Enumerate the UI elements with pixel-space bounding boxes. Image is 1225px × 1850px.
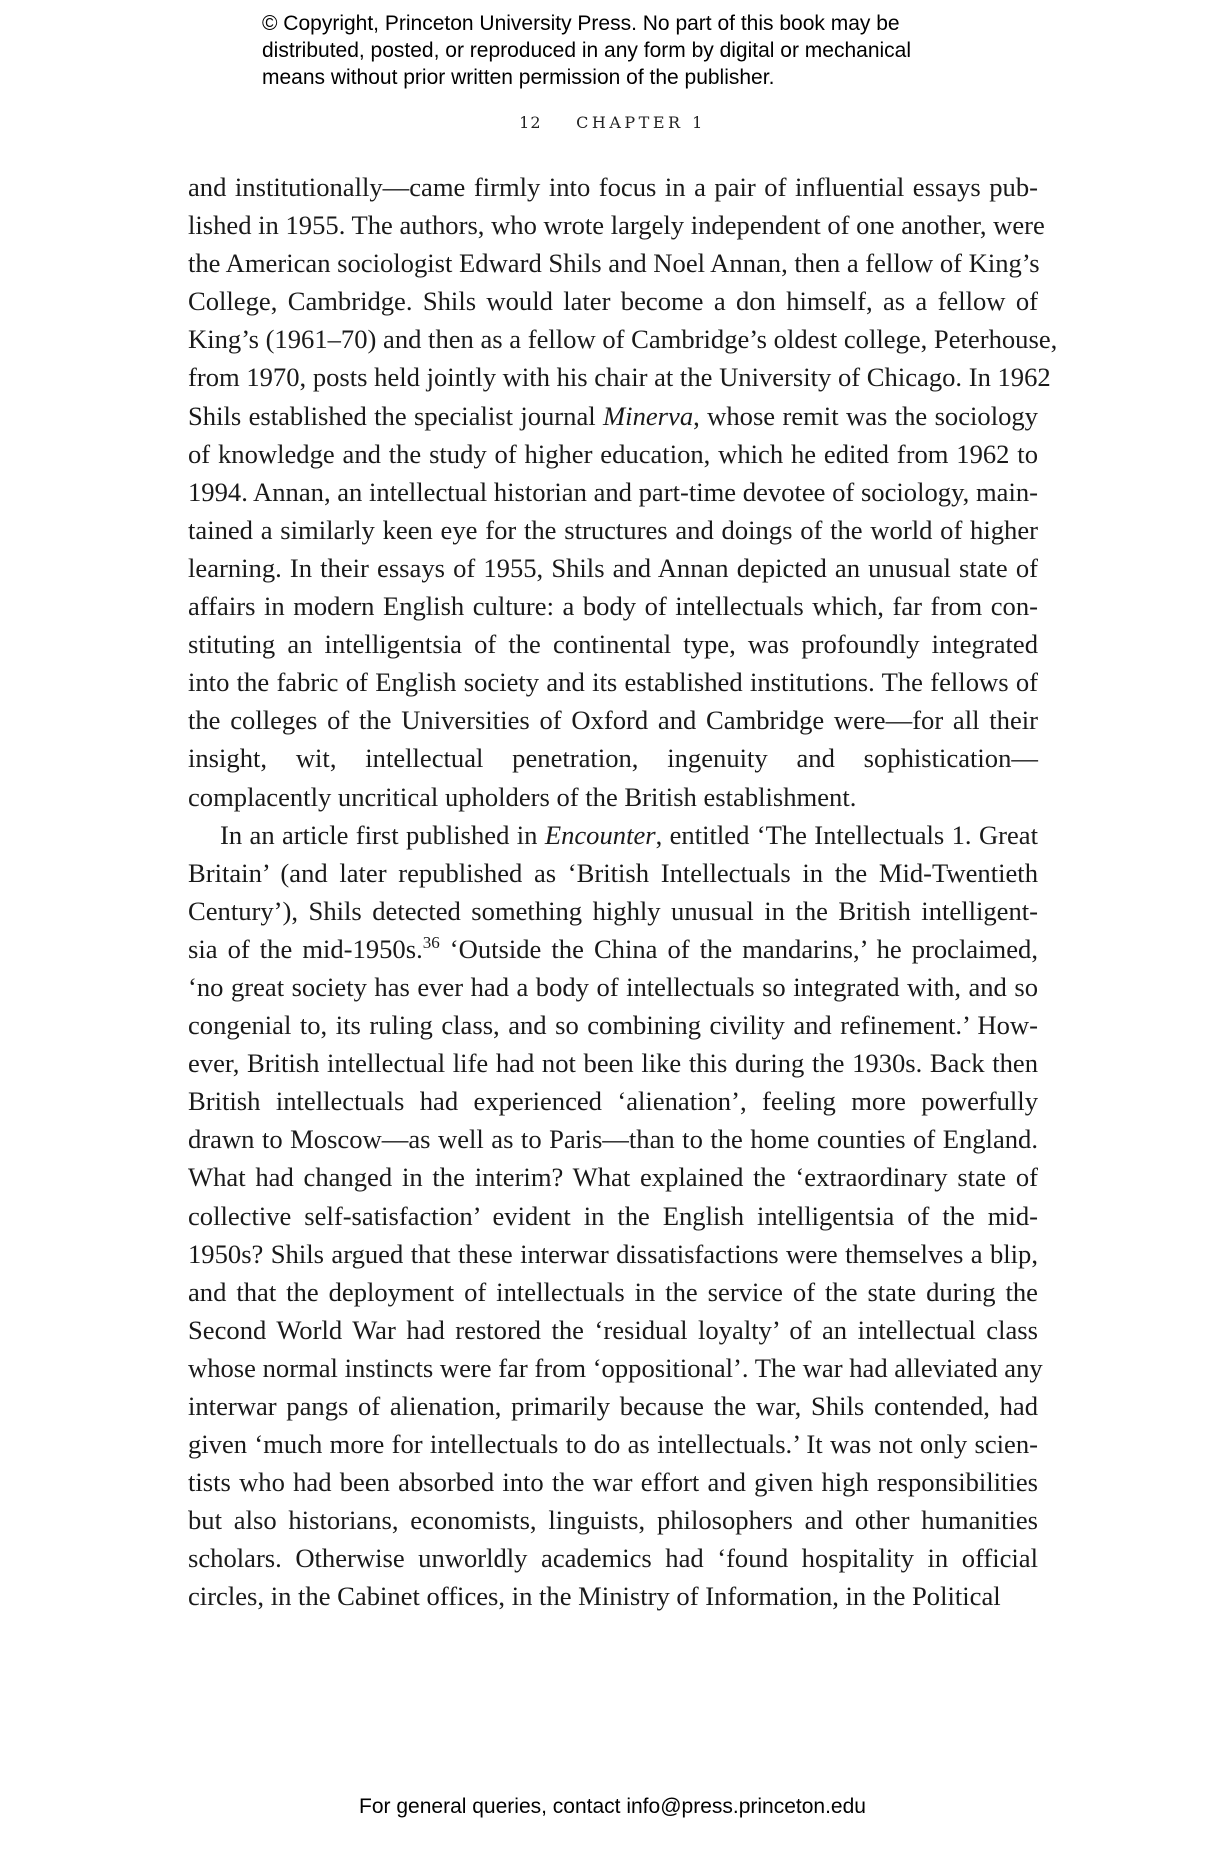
body-text [188, 168, 1058, 1616]
copyright-line: means without prior written permission of the publisher. [262, 66, 775, 89]
body-line: Second World War had restored the ‘residual loyalty’ of an intellectual class [188, 1314, 1038, 1345]
chapter-title: CHAPTER 1 [576, 113, 706, 132]
body-line: stituting an intelligentsia of the continental type, was profoundly integrated [188, 629, 1038, 660]
body-line: lished in 1955. The authors, who wrote largely independent of one another, were [188, 210, 1045, 241]
body-line: scholars. Otherwise unworldly academics had ‘found hospitality in official [188, 1543, 1038, 1574]
copyright-notice [262, 10, 1022, 91]
body-line: What had changed in the interim? What explained the ‘extraordinary state of [188, 1162, 1038, 1193]
body-line: Shils established the specialist journal Minerva, whose remit was the sociology [188, 400, 1038, 431]
body-line: 1950s? Shils argued that these interwar dissatisfactions were themselves a blip, [188, 1238, 1038, 1269]
body-line: complacently uncritical upholders of the British establishment. [188, 781, 857, 812]
body-line: affairs in modern English culture: a body of intellectuals which, far from con- [188, 591, 1038, 622]
body-line: ‘no great society has ever had a body of intellectuals so integrated with, and so [188, 971, 1038, 1002]
body-line: the American sociologist Edward Shils and Noel Annan, then a fellow of King’s [188, 248, 1040, 279]
body-line: drawn to Moscow—as well as to Paris—than to the home counties of England. [188, 1124, 1038, 1155]
body-line: of knowledge and the study of higher education, which he edited from 1962 to [188, 438, 1038, 469]
body-line: In an article first published in Encounter, entitled ‘The Intellectuals 1. Great [220, 819, 1039, 850]
body-line: and that the deployment of intellectuals in the service of the state during the [188, 1276, 1038, 1307]
body-line: circles, in the Cabinet offices, in the Ministry of Information, in the Political [188, 1581, 1001, 1612]
body-line: insight, wit, intellectual penetration, ingenuity and sophistication— [188, 743, 1038, 774]
body-line: given ‘much more for intellectuals to do as intellectuals.’ It was not only scien- [188, 1429, 1038, 1460]
running-head [0, 113, 1225, 132]
body-line: sia of the mid-1950s.$^{36}$ ‘Outside the China of the mandarins,’ he proclaimed, [188, 933, 1038, 964]
body-line: whose normal instincts were far from ‘oppositional’. The war had alleviated any [188, 1352, 1043, 1383]
body-line: King’s (1961–70) and then as a fellow of Cambridge’s oldest college, Peterhouse, [188, 324, 1058, 355]
footer-contact: For general queries, contact info@press.princeton.edu [359, 1795, 866, 1818]
body-line: collective self-satisfaction’ evident in the English intelligentsia of the mid- [188, 1200, 1038, 1231]
body-line: interwar pangs of alienation, primarily because the war, Shils contended, had [188, 1391, 1038, 1421]
body-line: but also historians, economists, linguists, philosophers and other humanities [188, 1505, 1038, 1536]
body-line: into the fabric of English society and its established institutions. The fellows of [188, 667, 1038, 698]
body-line: 1994. Annan, an intellectual historian and part-time devotee of sociology, main- [188, 476, 1038, 507]
body-line: and institutionally—came firmly into focus in a pair of influential essays pub- [188, 172, 1038, 202]
body-line: British intellectuals had experienced ‘alienation’, feeling more powerfully [188, 1086, 1038, 1117]
body-line: Century’), Shils detected something highly unusual in the British intelligent- [188, 895, 1038, 926]
body-line: tists who had been absorbed into the war effort and given high responsibilities [188, 1467, 1038, 1498]
body-line: from 1970, posts held jointly with his chair at the University of Chicago. In 1962 [188, 362, 1051, 393]
body-line: the colleges of the Universities of Oxford and Cambridge were—for all their [188, 705, 1038, 736]
body-line: tained a similarly keen eye for the structures and doings of the world of higher [188, 514, 1038, 545]
body-line: College, Cambridge. Shils would later become a don himself, as a fellow of [188, 286, 1038, 317]
page-number: 12 [519, 113, 542, 132]
body-line: learning. In their essays of 1955, Shils and Annan depicted an unusual state of [188, 552, 1038, 583]
body-line: congenial to, its ruling class, and so combining civility and refinement.’ How- [188, 1010, 1038, 1041]
copyright-line: distributed, posted, or reproduced in any form by digital or mechanical [262, 39, 912, 62]
copyright-line: © Copyright, Princeton University Press. No part of this book may be [262, 12, 900, 35]
body-line: Britain’ (and later republished as ‘British Intellectuals in the Mid-Twentieth [188, 857, 1038, 888]
body-line: ever, British intellectual life had not been like this during the 1930s. Back then [188, 1048, 1038, 1079]
